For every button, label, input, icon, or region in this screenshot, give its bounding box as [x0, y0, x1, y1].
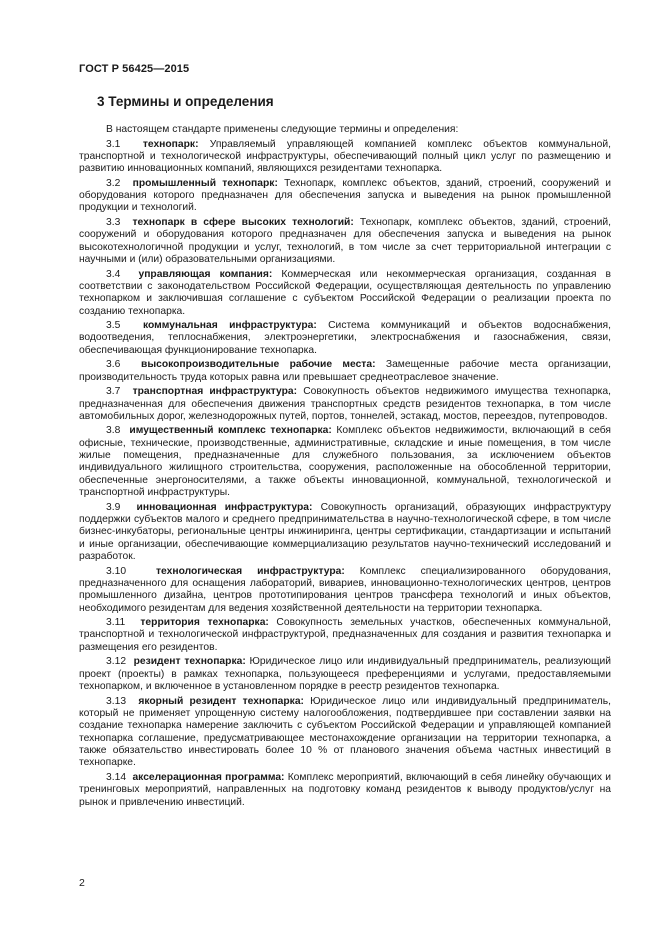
- term-number: 3.4: [106, 268, 121, 280]
- definition-3-14: [79, 772, 611, 809]
- page-number: 2: [79, 877, 85, 889]
- term-number: 3.1: [106, 138, 121, 150]
- term-name: инновационная инфраструктура:: [136, 501, 313, 513]
- term-name: технопарк в сфере высоких технологий:: [132, 216, 354, 228]
- definition-3-7: [79, 386, 611, 423]
- definition-3-5: [79, 320, 611, 357]
- term-name: имущественный комплекс технопарка:: [129, 425, 332, 437]
- term-name: резидент технопарка:: [133, 656, 246, 668]
- term-definition: Совокупность земельных участков, обеспеченных коммунальной, транспортной и технологической инфраструктурой, предназначенных для создания и развития технопарка и размещения его резидентов.: [79, 617, 611, 653]
- definition-3-11: [79, 617, 611, 654]
- term-name: территория технопарка:: [140, 617, 269, 629]
- term-name: технопарк:: [142, 138, 199, 150]
- term-name: коммунальная инфраструктура:: [142, 320, 317, 332]
- term-number: 3.3: [106, 216, 121, 228]
- term-number: 3.5: [106, 320, 121, 332]
- term-definition: Юридическое лицо или индивидуальный предприниматель, который не применяет упрощенную систему налогообложения, подтвердившее при составлении заявки на создание технопарка намерение заключить с субъектом Российской Федерации и управляющей компанией технопарка соглашение, предусматривающее местонахождение организации на территории технопарка, а также обязательство инвестировать более 10 % от планового значения объема частных инвестиций в технопарке.: [79, 695, 611, 769]
- term-number: 3.2: [106, 177, 121, 189]
- term-number: 3.13: [106, 695, 127, 707]
- document-header: ГОСТ Р 56425—2015: [79, 63, 190, 75]
- definition-3-8: [79, 425, 611, 499]
- definition-3-1: [79, 139, 611, 176]
- term-definition: Юридическое лицо или индивидуальный предприниматель, реализующий проект (проекты) в рамках технопарка, пользующееся преференциями и услугами, предоставляемыми технопарком, и включенное в установленном порядке в реестр резидентов технопарка.: [79, 656, 611, 693]
- definition-3-9: [79, 502, 611, 564]
- definition-3-6: [79, 359, 611, 384]
- term-name: промышленный технопарк:: [132, 177, 278, 189]
- term-definition: Коммерческая или некоммерческая организация, созданная в соответствии с законодательством Российской Федерации, осуществляющая деятельность по управлению технопарком и заключившая соглашение с субъектом Российской Федерации о реализации проекта по созданию технопарка.: [79, 268, 611, 317]
- term-number: 3.7: [106, 386, 121, 398]
- term-number: 3.8: [106, 425, 121, 437]
- definition-3-4: [79, 269, 611, 318]
- intro-paragraph: В настоящем стандарте применены следующие термины и определения:: [106, 124, 459, 135]
- term-definition: Комплекс специализированного оборудования, предназначенного для оснащения лабораторий, вивариев, инновационно-технологических центров, центров промышленного дизайна, центров прототипирования центров трансфера технологий и иных объектов, необходимого резидентам для ведения хозяйственной деятельности на территории технопарка.: [79, 565, 611, 614]
- definition-3-3: [79, 217, 611, 266]
- definition-3-13: [79, 696, 611, 770]
- term-name: якорный резидент технопарка:: [138, 695, 304, 707]
- term-name: управляющая компания:: [138, 268, 273, 280]
- definition-3-12: [79, 656, 611, 693]
- document-body: [79, 124, 611, 811]
- term-name: акселерационная программа:: [132, 771, 285, 783]
- term-number: 3.12: [106, 656, 127, 668]
- term-definition: Совокупность организаций, образующих инфраструктуру поддержки субъектов малого и среднего предпринимательства в научно-технологической сфере, в том числе бизнес-инкубаторы, региональные центры инжиниринга, центры сертификации, стандартизации и испытаний и иные организации, обеспечивающие коммерциализацию результатов научно-технический исследований и разработок.: [79, 501, 611, 563]
- term-definition: Замещенные рабочие места организации, производительность труда которых равна или превышает среднеотраслевое значение.: [79, 359, 611, 383]
- term-number: 3.14: [106, 771, 127, 783]
- term-definition: Технопарк, комплекс объектов, зданий, строений, сооружений и оборудования которого предназначен для обеспечения запуска и выведения на рынок высокотехнологичной продукции и услуг, технологий, в том числе за счет территориальной интеграции с научными и (или) образовательными организациями.: [79, 216, 611, 265]
- term-number: 3.6: [106, 359, 121, 371]
- section-title: 3 Термины и определения: [97, 94, 274, 109]
- term-definition: Комплекс мероприятий, включающий в себя линейку обучающих и тренинговых мероприятий, направленных на подготовку команд резидентов к выводу продуктов/услуг на рынок и привлечению инвестиций.: [79, 771, 611, 808]
- term-number: 3.11: [106, 617, 126, 629]
- term-name: высокопроизводительные рабочие места:: [140, 359, 376, 371]
- term-definition: Система коммуникаций и объектов водоснабжения, водоотведения, теплоснабжения, электроэнергетики, электроснабжения и газоснабжения, связи, обеспечивающая функционирование технопарка.: [79, 320, 611, 356]
- term-number: 3.9: [106, 501, 121, 513]
- term-number: 3.10: [106, 565, 127, 577]
- term-name: транспортная инфраструктура:: [132, 386, 298, 398]
- term-name: технологическая инфраструктура:: [155, 565, 345, 577]
- definition-3-2: [79, 178, 611, 215]
- definition-3-10: [79, 566, 611, 615]
- term-definition: Комплекс объектов недвижимости, включающий в себя офисные, технические, производственные, административные, складские и иные помещения, в том числе жилые помещения, предназначенные для служебного пользования, за исключением объектов индивидуального жилищного строительства, сооружения, расположенные на обособленной территории, обеспеченные энергоносителями, а также объекты инновационной, коммунальной, технологической и транспортной инфраструктуры.: [79, 425, 611, 499]
- term-definition: Технопарк, комплекс объектов, зданий, строений, сооружений и оборудования которого предназначен для обеспечения запуска и выведения на рынок промышленной продукции и технологий.: [79, 177, 611, 214]
- term-definition: Управляемый управляющей компанией комплекс объектов коммунальной, транспортной и технологической инфраструктуры, обеспечивающий полный цикл услуг по размещению и развитию инновационных компаний, являющихся резидентами технопарка.: [79, 138, 611, 175]
- term-definition: Совокупность объектов недвижимого имущества технопарка, предназначенная для обеспечения движения транспортных средств резидентов технопарка, в том числе автомобильных дорог, железнодорожных путей, портов, тоннелей, эстакад, мостов, переездов, путепроводов.: [79, 386, 611, 422]
